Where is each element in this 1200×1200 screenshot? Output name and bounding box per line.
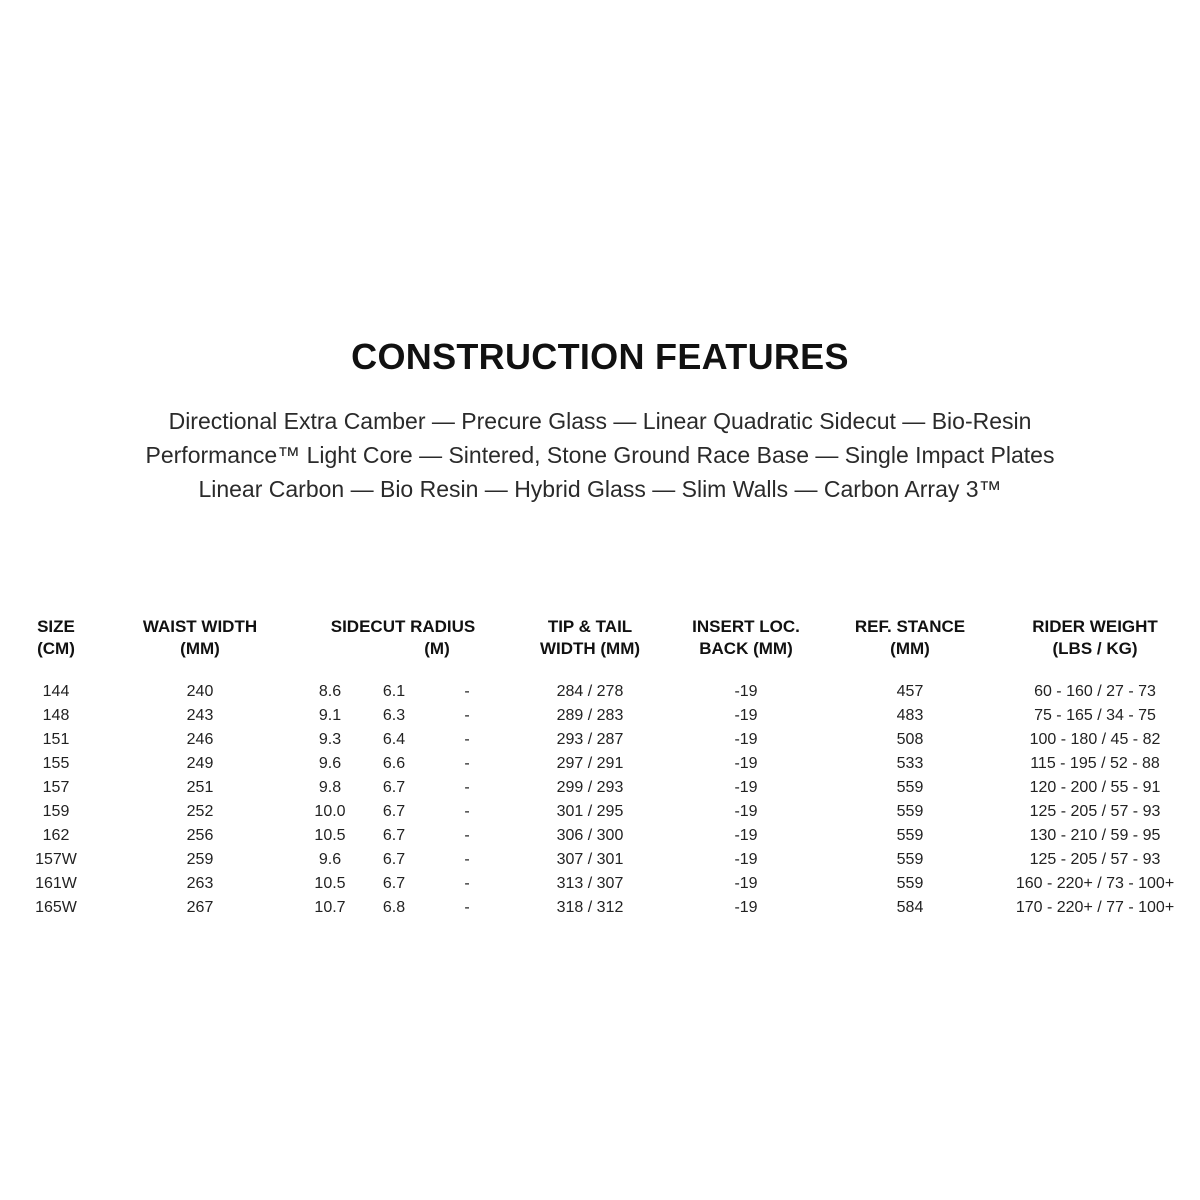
sidecut-radius-3-cell: - (464, 707, 470, 724)
ref-stance-cell: 559 (896, 779, 924, 796)
size-cell: 162 (42, 827, 70, 844)
sidecut-radius-1-cell: 10.7 (314, 899, 346, 916)
sidecut-radius-1-cell: 10.5 (314, 875, 346, 892)
rider-weight-cell: 125 - 205 / 57 - 93 (1029, 803, 1161, 820)
rider-weight-cell: 125 - 205 / 57 - 93 (1029, 851, 1161, 868)
table-row (10, 776, 1190, 800)
size-cell: 144 (42, 683, 70, 700)
ref-stance-cell: 559 (896, 851, 924, 868)
sidecut-radius-2-cell: 6.3 (382, 707, 406, 724)
waist-width-cell: 240 (186, 683, 214, 700)
table-row (10, 800, 1190, 824)
header-sidecut-radius: SIDECUT RADIUS (M) (330, 617, 476, 658)
feature-line: Performance™ Light Core — Sintered, Stone Ground Race Base — Single Impact Plates (145, 442, 1055, 468)
insert-location-cell: -19 (734, 851, 758, 868)
table-header-row (10, 616, 1190, 680)
header-waist-width: WAIST WIDTH (MM) (142, 617, 258, 658)
table-row (10, 680, 1190, 704)
table-row (10, 872, 1190, 896)
waist-width-cell: 263 (186, 875, 214, 892)
header-ref-stance: REF. STANCE (MM) (854, 617, 966, 658)
rider-weight-cell: 170 - 220+ / 77 - 100+ (1015, 899, 1175, 916)
sidecut-radius-2-cell: 6.7 (382, 803, 406, 820)
tip-tail-width-cell: 299 / 293 (556, 779, 624, 796)
waist-width-cell: 252 (186, 803, 214, 820)
sidecut-radius-3-cell: - (464, 731, 470, 748)
insert-location-cell: -19 (734, 683, 758, 700)
rider-weight-cell: 75 - 165 / 34 - 75 (1034, 707, 1156, 724)
insert-location-cell: -19 (734, 899, 758, 916)
table-row (10, 848, 1190, 872)
table-row (10, 728, 1190, 752)
ref-stance-cell: 533 (896, 755, 924, 772)
sidecut-radius-3-cell: - (464, 851, 470, 868)
sidecut-radius-2-cell: 6.1 (382, 683, 406, 700)
table-row (10, 896, 1190, 920)
sidecut-radius-3-cell: - (464, 755, 470, 772)
size-cell: 151 (42, 731, 70, 748)
size-cell: 165W (35, 899, 77, 916)
sidecut-radius-2-cell: 6.7 (382, 875, 406, 892)
tip-tail-width-cell: 318 / 312 (556, 899, 624, 916)
waist-width-cell: 249 (186, 755, 214, 772)
sidecut-radius-1-cell: 9.6 (318, 755, 342, 772)
sidecut-radius-2-cell: 6.7 (382, 851, 406, 868)
tip-tail-width-cell: 313 / 307 (556, 875, 624, 892)
insert-location-cell: -19 (734, 803, 758, 820)
waist-width-cell: 267 (186, 899, 214, 916)
feature-line: Linear Carbon — Bio Resin — Hybrid Glass — Slim Walls — Carbon Array 3™ (198, 476, 1002, 502)
size-cell: 159 (42, 803, 70, 820)
sidecut-radius-2-cell: 6.8 (382, 899, 406, 916)
rider-weight-cell: 60 - 160 / 27 - 73 (1034, 683, 1156, 700)
rider-weight-cell: 160 - 220+ / 73 - 100+ (1015, 875, 1175, 892)
sidecut-radius-3-cell: - (464, 875, 470, 892)
table-row (10, 704, 1190, 728)
header-rider-weight: RIDER WEIGHT (LBS / KG) (1032, 617, 1158, 658)
header-insert-location: INSERT LOC. BACK (MM) (692, 617, 800, 658)
size-cell: 157W (35, 851, 77, 868)
tip-tail-width-cell: 307 / 301 (556, 851, 624, 868)
insert-location-cell: -19 (734, 707, 758, 724)
table-row (10, 824, 1190, 848)
sidecut-radius-3-cell: - (464, 779, 470, 796)
sidecut-radius-2-cell: 6.7 (382, 827, 406, 844)
sidecut-radius-2-cell: 6.6 (382, 755, 406, 772)
rider-weight-cell: 120 - 200 / 55 - 91 (1029, 779, 1161, 796)
rider-weight-cell: 100 - 180 / 45 - 82 (1029, 731, 1161, 748)
waist-width-cell: 246 (186, 731, 214, 748)
sidecut-radius-2-cell: 6.7 (382, 779, 406, 796)
ref-stance-cell: 457 (896, 683, 924, 700)
rider-weight-cell: 115 - 195 / 52 - 88 (1030, 755, 1160, 772)
sidecut-radius-3-cell: - (464, 899, 470, 916)
tip-tail-width-cell: 284 / 278 (556, 683, 624, 700)
insert-location-cell: -19 (734, 779, 758, 796)
tip-tail-width-cell: 289 / 283 (556, 707, 624, 724)
construction-features-list (0, 404, 1200, 506)
sidecut-radius-1-cell: 9.6 (318, 851, 342, 868)
ref-stance-cell: 584 (896, 899, 924, 916)
sidecut-radius-3-cell: - (464, 803, 470, 820)
tip-tail-width-cell: 293 / 287 (556, 731, 624, 748)
sidecut-radius-1-cell: 9.1 (318, 707, 342, 724)
size-cell: 155 (42, 755, 70, 772)
waist-width-cell: 243 (186, 707, 214, 724)
ref-stance-cell: 559 (896, 875, 924, 892)
sidecut-radius-1-cell: 9.3 (318, 731, 342, 748)
tip-tail-width-cell: 297 / 291 (556, 755, 624, 772)
waist-width-cell: 251 (186, 779, 214, 796)
feature-line: Directional Extra Camber — Precure Glass — Linear Quadratic Sidecut — Bio-Resin (168, 408, 1032, 434)
sidecut-radius-2-cell: 6.4 (382, 731, 406, 748)
header-size: SIZE (CM) (37, 617, 75, 658)
rider-weight-cell: 130 - 210 / 59 - 95 (1029, 827, 1161, 844)
waist-width-cell: 256 (186, 827, 214, 844)
size-cell: 161W (35, 875, 77, 892)
sidecut-radius-1-cell: 10.5 (314, 827, 346, 844)
ref-stance-cell: 559 (896, 827, 924, 844)
ref-stance-cell: 483 (896, 707, 924, 724)
size-cell: 157 (42, 779, 70, 796)
sidecut-radius-3-cell: - (464, 827, 470, 844)
ref-stance-cell: 508 (896, 731, 924, 748)
waist-width-cell: 259 (186, 851, 214, 868)
table-row (10, 752, 1190, 776)
tip-tail-width-cell: 301 / 295 (556, 803, 624, 820)
specifications-table (10, 616, 1190, 920)
sidecut-radius-1-cell: 9.8 (318, 779, 342, 796)
size-cell: 148 (42, 707, 70, 724)
sidecut-radius-1-cell: 8.6 (318, 683, 342, 700)
page-title: CONSTRUCTION FEATURES (351, 336, 849, 377)
header-tip-tail-width: TIP & TAIL WIDTH (MM) (539, 617, 641, 658)
insert-location-cell: -19 (734, 755, 758, 772)
insert-location-cell: -19 (734, 731, 758, 748)
insert-location-cell: -19 (734, 875, 758, 892)
sidecut-radius-3-cell: - (464, 683, 470, 700)
ref-stance-cell: 559 (896, 803, 924, 820)
tip-tail-width-cell: 306 / 300 (556, 827, 624, 844)
insert-location-cell: -19 (734, 827, 758, 844)
sidecut-radius-1-cell: 10.0 (314, 803, 346, 820)
